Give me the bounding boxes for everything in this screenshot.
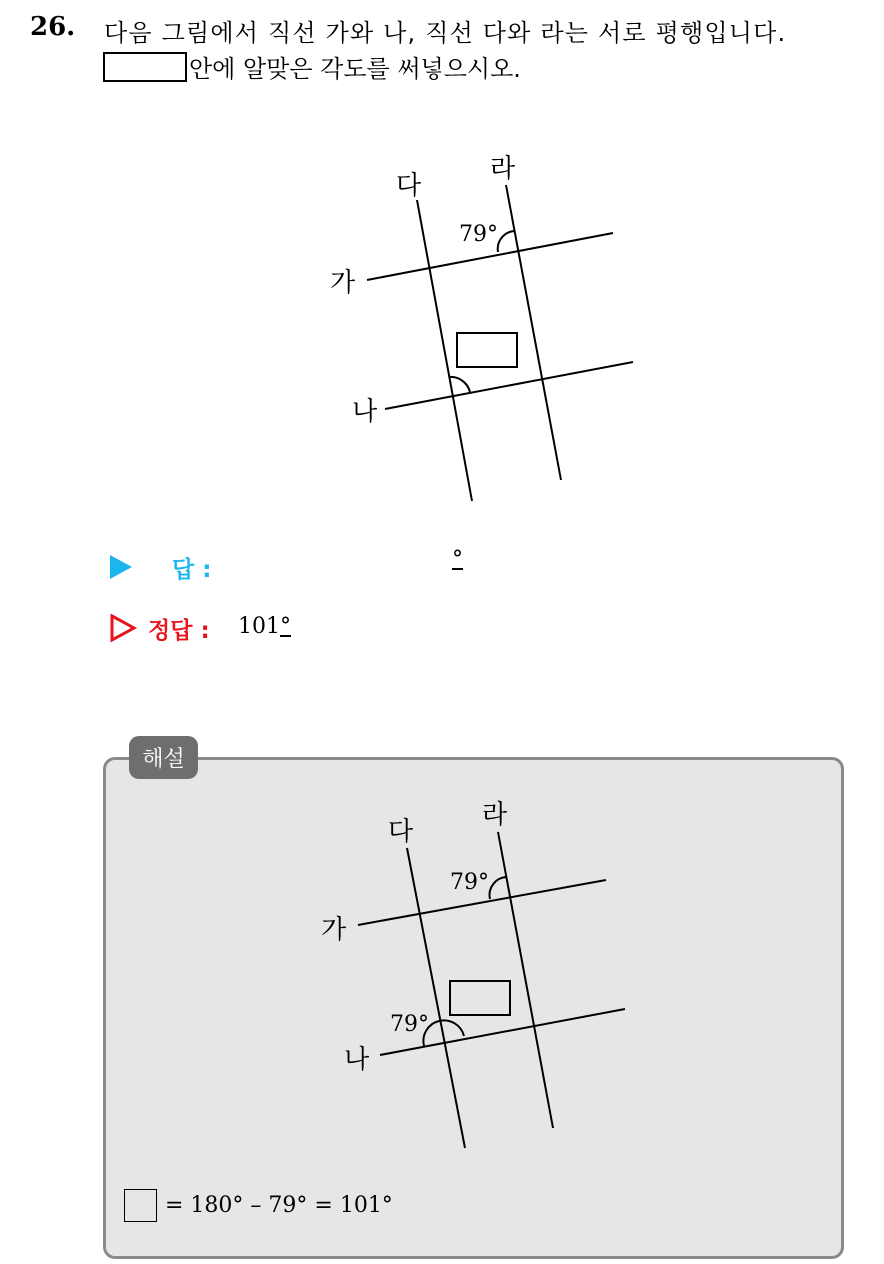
exp-label-ga: 가 [321, 915, 347, 945]
label-na: 나 [352, 397, 378, 427]
angle-label-top: 79° [459, 222, 498, 247]
answer-label: 답 : [172, 557, 212, 583]
exp-angle-label-top: 79° [450, 870, 489, 895]
question-number: 26. [30, 12, 76, 42]
correct-number: 101 [238, 614, 280, 639]
correct-unit: ° [280, 614, 291, 639]
exp-angle-label-bottom: 79° [390, 1012, 429, 1037]
answer-unit: ° [452, 547, 463, 572]
exp-label-da: 다 [388, 817, 414, 847]
exp-angle-arc-top [490, 877, 507, 899]
formula-blank-box [124, 1189, 157, 1222]
formula-text: = 180° – 79° = 101° [165, 1192, 393, 1218]
label-ra: 라 [490, 154, 516, 184]
exp-label-na: 나 [344, 1045, 370, 1075]
question-text-line2-label: 안에 알맞은 각도를 써넣으시오. [189, 55, 521, 83]
correct-label: 정답 : [148, 618, 210, 644]
label-da: 다 [396, 171, 422, 201]
exp-answer-box [450, 981, 510, 1015]
explanation-tag: 해설 [129, 736, 198, 779]
explanation-formula [124, 1187, 393, 1223]
question-text-line1: 다음 그림에서 직선 가와 나, 직선 다와 라는 서로 평행입니다. [104, 19, 787, 47]
exp-label-ra: 라 [482, 800, 508, 830]
label-ga: 가 [330, 268, 356, 298]
